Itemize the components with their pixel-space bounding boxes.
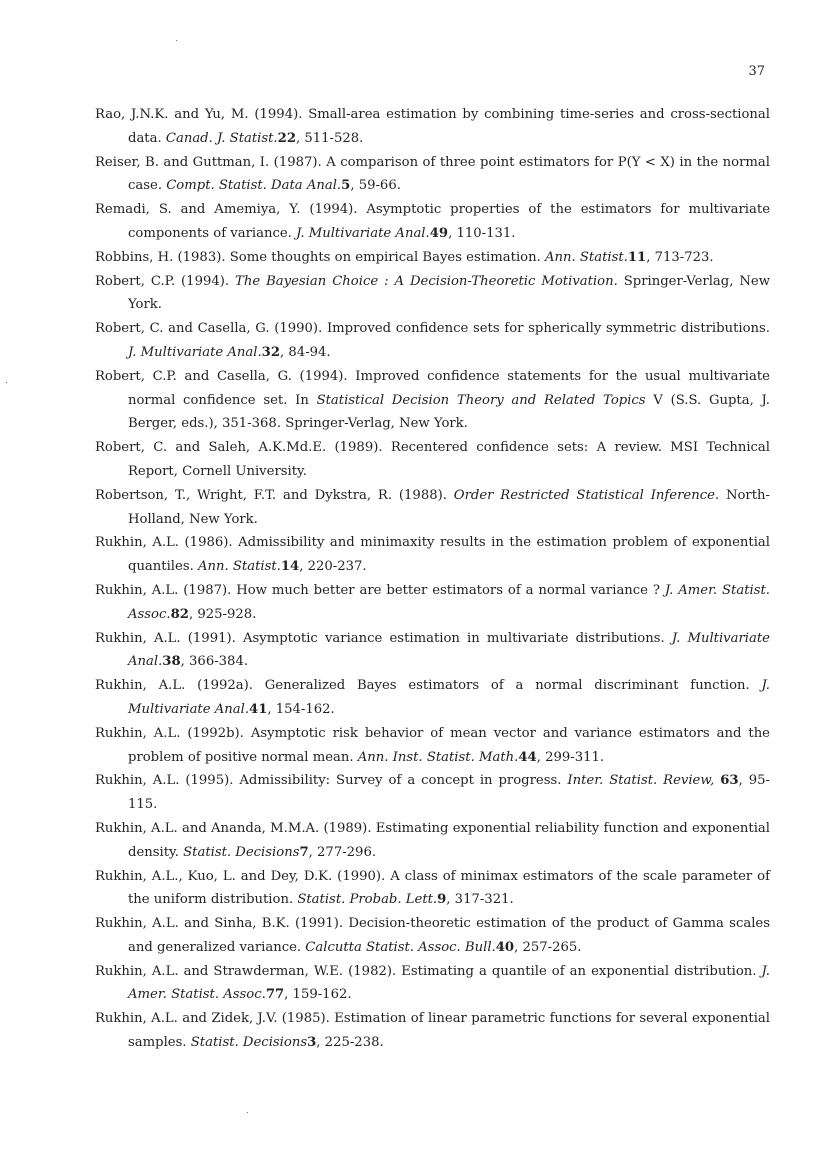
scan-speck	[176, 40, 177, 41]
reference-item: Rukhin, A.L. (1992a). Generalized Bayes estimators of a normal discriminant function. J. Multivariate Anal.41, 154-162.	[95, 678, 770, 717]
reference-item: Rukhin, A.L. and Zidek, J.V. (1985). Estimation of linear parametric functions for several exponential samples. Statist. Decisions3, 225-238.	[95, 1011, 770, 1051]
reference-item: Rukhin, A.L. and Sinha, B.K. (1991). Decision-theoretic estimation of the product of Gamma scales and generalized variance. Calcutta Statist. Assoc. Bull.40, 257-265.	[95, 916, 770, 955]
scan-speck	[247, 1112, 248, 1113]
page-number: 37	[748, 64, 765, 79]
reference-item: Rukhin, A.L. (1991). Asymptotic variance estimation in multivariate distributions. J. Multivariate Anal.38, 366-384.	[95, 630, 770, 670]
reference-item: Reiser, B. and Guttman, I. (1987). A comparison of three point estimators for P(Y < X) in the normal case. Compt. Statist. Data Anal.5, 59-66.	[95, 154, 770, 194]
reference-item: Rukhin, A.L., Kuo, L. and Dey, D.K. (1990). A class of minimax estimators of the scale parameter of the uniform distribution. Statist. Probab. Lett.9, 317-321.	[95, 868, 770, 908]
reference-item: Robertson, T., Wright, F.T. and Dykstra, R. (1988). Order Restricted Statistical Inference. North-Holland, New York.	[95, 487, 770, 527]
reference-item: Robert, C. and Saleh, A.K.Md.E. (1989). Recentered confidence sets: A review. MSI Technical Report, Cornell University.	[95, 440, 771, 479]
reference-item: Rukhin, A.L. and Ananda, M.M.A. (1989). Estimating exponential reliability function and exponential density. Statist. Decisions7, 277-296.	[95, 820, 770, 860]
reference-item: Rukhin, A.L. (1987). How much better are better estimators of a normal variance ? J. Amer. Statist. Assoc.82, 925-928.	[95, 582, 770, 622]
reference-item: Rukhin, A.L. and Strawderman, W.E. (1982). Estimating a quantile of an exponential distribution. J. Amer. Statist. Assoc.77, 159-162.	[95, 963, 770, 1003]
reference-item: Rao, J.N.K. and Yu, M. (1994). Small-area estimation by combining time-series and cross-sectional data. Canad. J. Statist.22, 511-528.	[95, 107, 770, 146]
reference-item: Rukhin, A.L. (1992b). Asymptotic risk behavior of mean vector and variance estimators and the problem of positive normal mean. Ann. Inst. Statist. Math.44, 299-311.	[95, 725, 770, 765]
reference-item: Remadi, S. and Amemiya, Y. (1994). Asymptotic properties of the estimators for multivariate components of variance. J. Multivariate Anal.49, 110-131.	[95, 202, 770, 241]
reference-list	[95, 103, 770, 1055]
scan-speck	[6, 382, 7, 383]
reference-item: Rukhin, A.L. (1986). Admissibility and minimaxity results in the estimation problem of exponential quantiles. Ann. Statist.14, 220-237.	[95, 535, 770, 575]
reference-item: Robert, C. and Casella, G. (1990). Improved confidence sets for spherically symmetric distributions. J. Multivariate Anal.32, 84-94.	[95, 321, 770, 360]
reference-item: Robert, C.P. (1994). The Bayesian Choice : A Decision-Theoretic Motivation. Springer-Verlag, New York.	[95, 273, 770, 313]
reference-item: Robert, C.P. and Casella, G. (1994). Improved confidence statements for the usual multivariate normal confidence set. In Statistical Decision Theory and Related Topics V (S.S. Gupta, J. Berger, eds.), 351-368. Springer-Verlag, New York.	[95, 368, 770, 432]
reference-item: Rukhin, A.L. (1995). Admissibility: Survey of a concept in progress. Inter. Statist. Review, 63, 95-115.	[95, 773, 770, 813]
reference-item: Robbins, H. (1983). Some thoughts on empirical Bayes estimation. Ann. Statist.11, 713-723.	[95, 249, 714, 265]
